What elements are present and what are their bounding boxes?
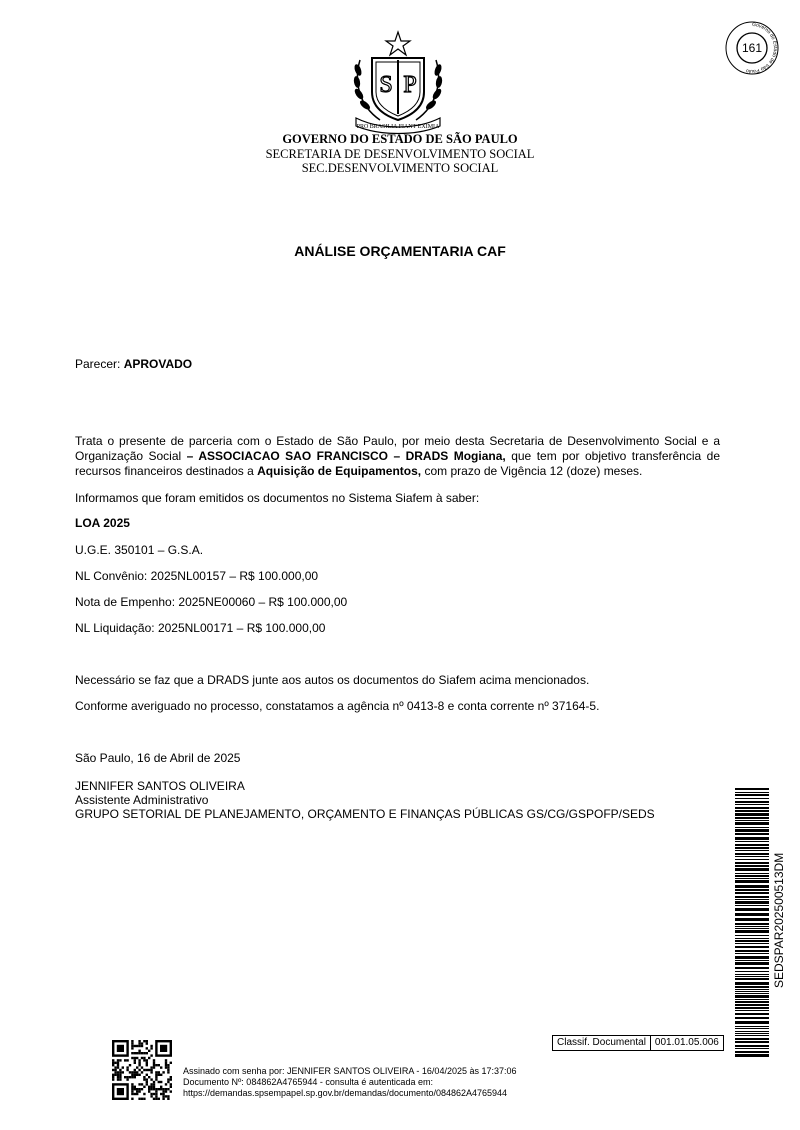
uge-line: U.G.E. 350101 – G.S.A. xyxy=(75,543,204,557)
svg-text:PRO BRASILIA FIANT EXIMIA: PRO BRASILIA FIANT EXIMIA xyxy=(356,124,440,130)
document-title: ANÁLISE ORÇAMENTARIA CAF xyxy=(294,243,506,259)
classification-box xyxy=(552,1035,724,1051)
classification-label: Classif. Documental xyxy=(552,1035,651,1051)
signatory-group: GRUPO SETORIAL DE PLANEJAMENTO, ORÇAMENTO E FINANÇAS PÚBLICAS GS/CG/GSPOFP/SEDS xyxy=(75,807,655,821)
page-number-stamp xyxy=(724,20,780,76)
signatory-role: Assistente Administrativo xyxy=(75,793,209,807)
header-secretariat-short: SEC.DESENVOLVIMENTO SOCIAL xyxy=(301,161,499,175)
svg-text:Governo do Estado de São Paulo: Governo do Estado de São Paulo xyxy=(745,21,778,75)
paragraph-partnership xyxy=(75,434,720,479)
signature-footer xyxy=(183,1066,603,1099)
paragraph-siafem: Informamos que foram emitidos os documentos no Sistema Siafem à saber: xyxy=(75,491,480,505)
paragraph-text: com prazo de Vigência 12 (doze) meses. xyxy=(421,464,643,478)
qr-code[interactable] xyxy=(112,1040,172,1100)
svg-text:P: P xyxy=(403,72,417,98)
paragraph-drads: Necessário se faz que a DRADS junte aos autos os documentos do Siafem acima mencionados. xyxy=(75,673,590,687)
document-barcode xyxy=(735,788,769,1058)
parecer-line xyxy=(75,357,720,372)
signature-line: Assinado com senha por: JENNIFER SANTOS OLIVEIRA - 16/04/2025 às 17:37:06 xyxy=(183,1066,517,1076)
header-government: GOVERNO DO ESTADO DE SÃO PAULO xyxy=(282,132,518,146)
nl-convenio-line: NL Convênio: 2025NL00157 – R$ 100.000,00 xyxy=(75,569,319,583)
sao-paulo-coat-of-arms-logo xyxy=(350,30,446,136)
organization-name: – ASSOCIACAO SAO FRANCISCO – DRADS Mogiana, xyxy=(186,449,506,463)
verification-link[interactable]: https://demandas.spsempapel.sp.gov.br/demandas/documento/084862A4765944 xyxy=(183,1088,508,1098)
parecer-value: APROVADO xyxy=(123,357,193,371)
paragraph-bank-account: Conforme averiguado no processo, constatamos a agência nº 0413-8 e conta corrente nº 37164-5. xyxy=(75,699,600,713)
barcode-code: SEDSPAR202500513DM xyxy=(772,852,786,988)
parecer-label: Parecer: xyxy=(75,357,124,371)
svg-text:161: 161 xyxy=(741,41,763,55)
document-number-line: Documento Nº: 084862A4765944 - consulta é autenticada em: xyxy=(183,1077,433,1087)
loa-heading: LOA 2025 xyxy=(75,516,130,530)
document-date: São Paulo, 16 de Abril de 2025 xyxy=(75,751,241,765)
purpose: Aquisição de Equipamentos, xyxy=(257,464,422,478)
paragraph-text: Trata o presente de parceria com o Estado de São Paulo, por meio desta Secretaria de Desenvolvimento Social e a Organização Social xyxy=(75,434,720,463)
classification-value: 001.01.05.006 xyxy=(651,1035,724,1051)
nl-liquidacao-line: NL Liquidação: 2025NL00171 – R$ 100.000,00 xyxy=(75,621,326,635)
paragraph-text: que tem por objetivo transferência de recursos financeiros destinados a xyxy=(75,449,720,478)
nota-empenho-line: Nota de Empenho: 2025NE00060 – R$ 100.000,00 xyxy=(75,595,348,609)
svg-text:S: S xyxy=(379,72,393,98)
signatory-name: JENNIFER SANTOS OLIVEIRA xyxy=(75,779,245,793)
header-secretariat: SECRETARIA DE DESENVOLVIMENTO SOCIAL xyxy=(265,147,535,161)
